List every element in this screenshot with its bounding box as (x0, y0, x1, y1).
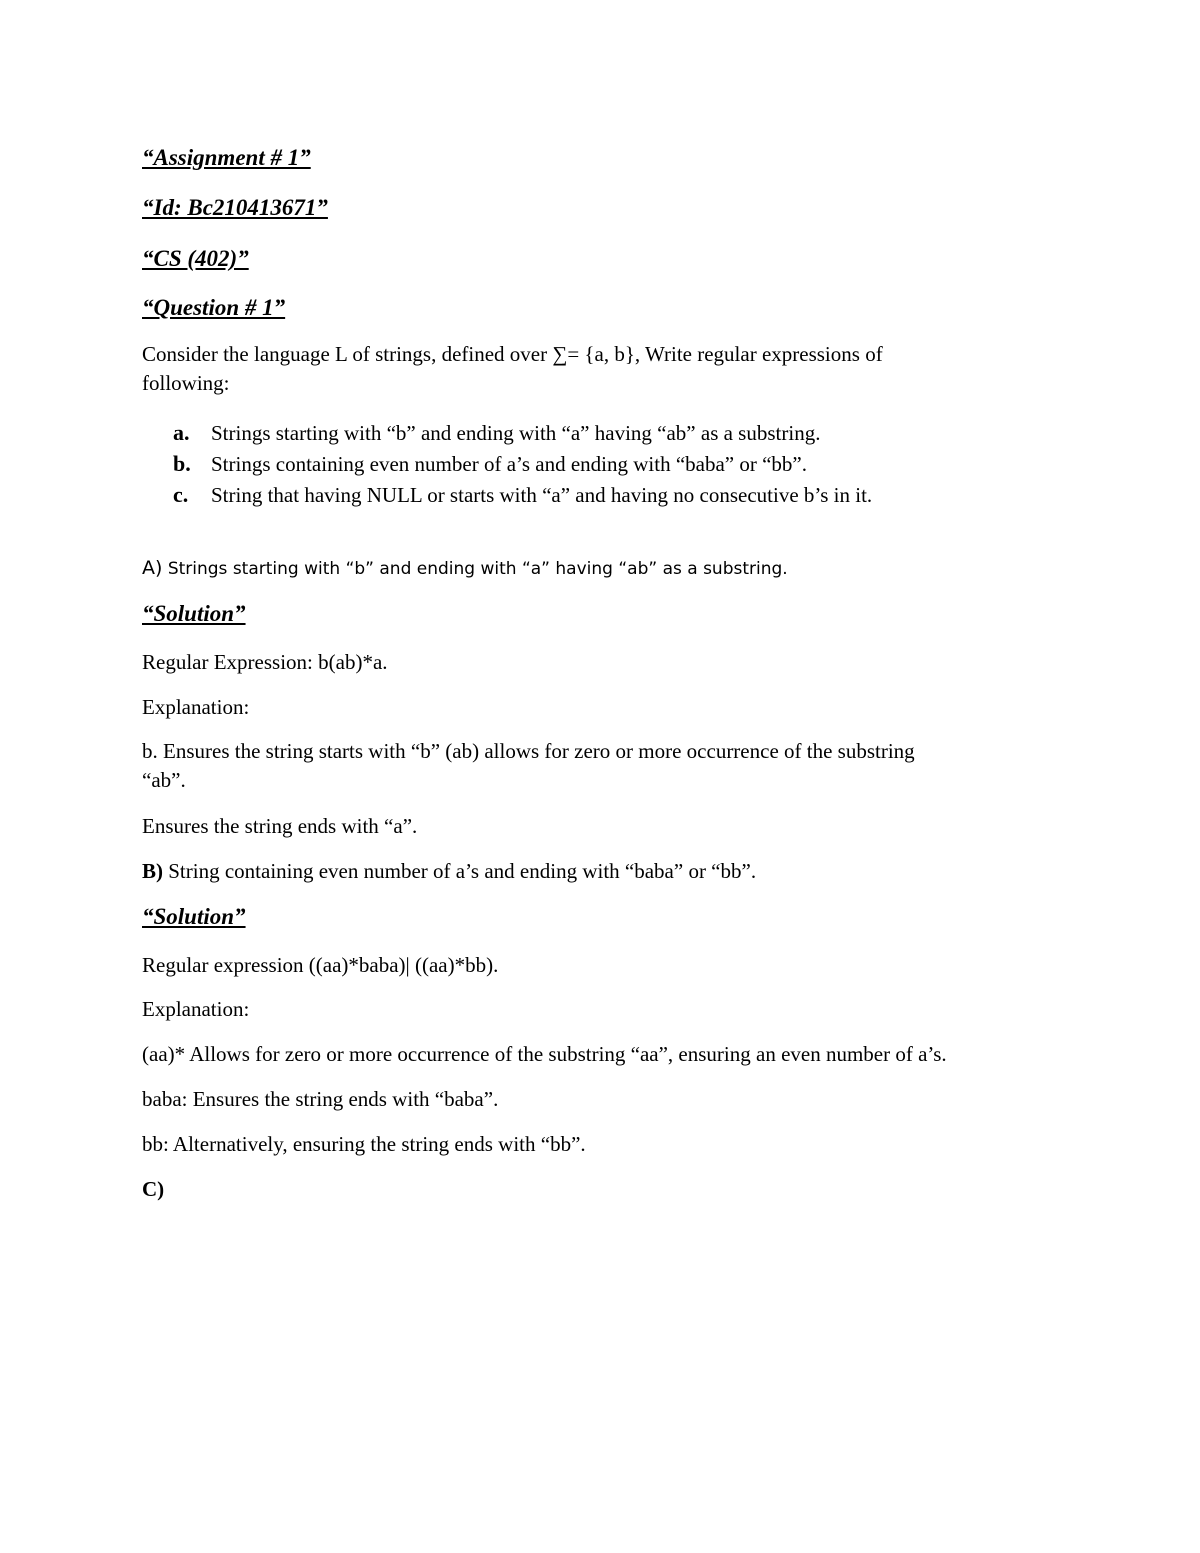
part-a-explanation-line-2: “ab”. (142, 768, 186, 792)
part-a-explanation-label: Explanation: (142, 695, 250, 719)
part-b-explanation-line-2: baba: Ensures the string ends with “baba”. (142, 1087, 499, 1111)
course-code: “CS (402)” (142, 246, 249, 271)
list-marker: a. (173, 420, 190, 445)
assignment-title: “Assignment # 1” (142, 145, 311, 170)
part-b-explanation-label: Explanation: (142, 997, 250, 1021)
part-a-label: A) (142, 557, 163, 579)
part-c-label: C) (142, 1177, 165, 1201)
list-marker: b. (173, 451, 191, 476)
part-b-heading (142, 857, 756, 885)
part-b-label: B) (142, 859, 163, 883)
list-item (173, 481, 872, 509)
intro-line-1: Consider the language L of strings, defined over ∑= {a, b}, Write regular expressions of (142, 342, 883, 366)
part-a-solution-heading: “Solution” (142, 601, 246, 626)
part-b-heading-text: String containing even number of a’s and ending with “baba” or “bb”. (163, 859, 757, 883)
part-b-explanation-line-1: (aa)* Allows for zero or more occurrence of the substring “aa”, ensuring an even number of a’s. (142, 1042, 947, 1066)
list-item-text: Strings starting with “b” and ending with “a” having “ab” as a substring. (211, 421, 821, 445)
list-marker: c. (173, 482, 189, 507)
question-heading: “Question # 1” (142, 295, 286, 320)
intro-line-2: following: (142, 371, 230, 395)
list-item-text: Strings containing even number of a’s and ending with “baba” or “bb”. (211, 452, 807, 476)
part-a-regex: Regular Expression: b(ab)*a. (142, 650, 388, 674)
part-a-heading-text: Strings starting with “b” and ending with “a” having “ab” as a substring. (162, 559, 788, 579)
list-item-text: String that having NULL or starts with “a” and having no consecutive b’s in it. (211, 483, 873, 507)
part-a-explanation-line-1: b. Ensures the string starts with “b” (ab) allows for zero or more occurrence of the substring (142, 739, 915, 763)
student-id: “Id: Bc210413671” (142, 195, 328, 220)
part-a-heading (142, 556, 788, 581)
part-b-explanation-line-3: bb: Alternatively, ensuring the string ends with “bb”. (142, 1132, 586, 1156)
part-b-solution-heading: “Solution” (142, 904, 246, 929)
part-a-explanation-line-3: Ensures the string ends with “a”. (142, 814, 418, 838)
list-item (173, 419, 820, 447)
part-b-regex: Regular expression ((aa)*baba)| ((aa)*bb). (142, 953, 499, 977)
list-item (173, 450, 807, 478)
